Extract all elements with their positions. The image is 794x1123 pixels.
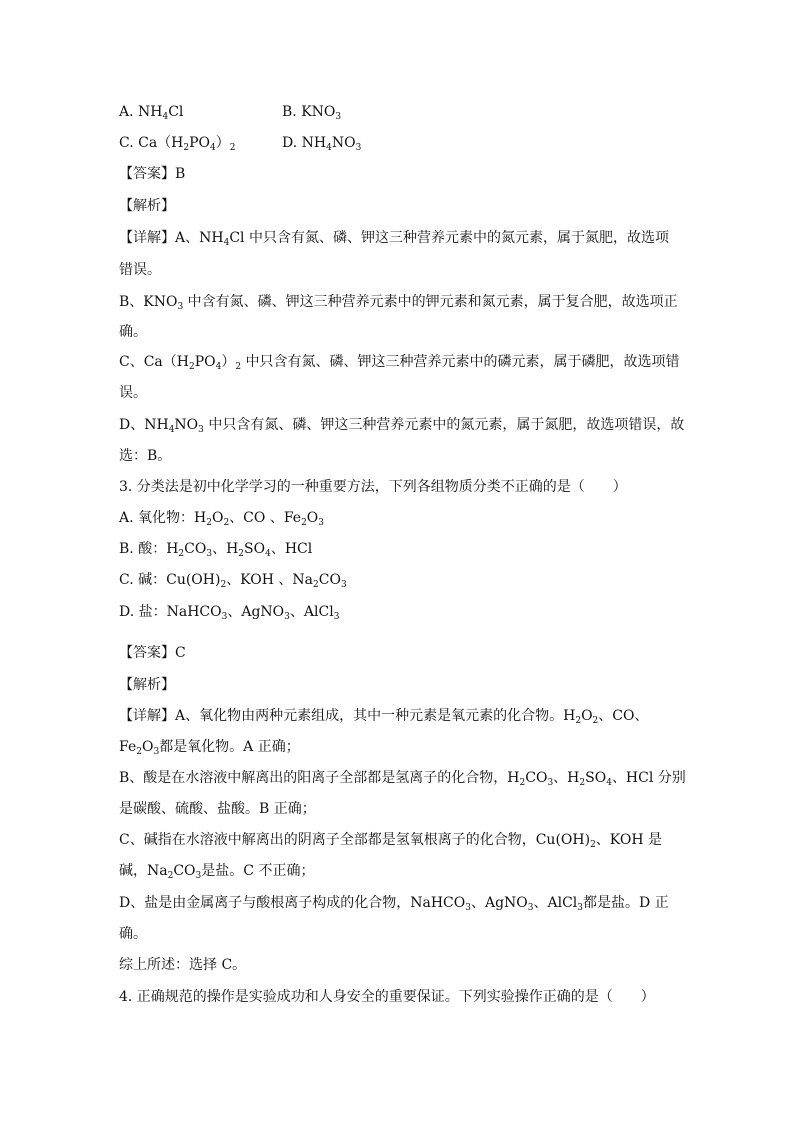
q2-detail-line: D、$NH_4NO_3$ 中只含有氮、磷、钾这三种营养元素中的氮元素，属于氮肥，故选项错误，故 xyxy=(119,417,685,435)
q3-detail-line: 确。 xyxy=(119,926,147,942)
q2-answer: 【答案】B xyxy=(119,166,186,182)
q2-option-a: A. $NH_4Cl$ xyxy=(119,104,184,122)
q2-detail-line: 错误。 xyxy=(119,262,161,278)
q3-detail-line: $Fe_2O_3$都是氧化物。A 正确； xyxy=(119,739,300,757)
q4-stem: 4. 正确规范的操作是实验成功和人身安全的重要保证。下列实验操作正确的是（ ） xyxy=(119,989,655,1005)
q2-analysis-heading: 【解析】 xyxy=(119,198,175,214)
q2-option-c: C. $Ca(H_2PO_4)_2$ xyxy=(119,135,236,153)
q3-stem: 3. 分类法是初中化学学习的一种重要方法，下列各组物质分类不正确的是（ ） xyxy=(119,479,627,495)
q2-option-d: D. $NH_4NO_3$ xyxy=(282,135,362,153)
q3-answer: 【答案】C xyxy=(119,645,186,661)
q2-detail-line: 【详解】A、$NH_4Cl$ 中只含有氮、磷、钾这三种营养元素中的氮元素，属于氮肥，故选项 xyxy=(119,230,669,248)
q3-option-d: D. 盐：NaHCO$_3$、AgNO$_3$、AlCl$_3$ xyxy=(119,604,340,622)
q2-detail-line: 确。 xyxy=(119,324,147,340)
q2-detail-line: B、$KNO_3$ 中含有氮、磷、钾这三种营养元素中的钾元素和氮元素，属于复合肥，故选项正 xyxy=(119,294,678,312)
q3-detail-line: B、酸是在水溶液中解离出的阳离子全部都是氢离子的化合物，$H_2CO_3$、$H_2SO_4$、HCl 分别 xyxy=(119,770,686,788)
q3-option-b: B. 酸：$H_2CO_3$、$H_2SO_4$、HCl xyxy=(119,541,313,559)
q2-detail-line: 选：B。 xyxy=(119,448,172,464)
q2-option-b: B. $KNO_3$ xyxy=(282,104,342,122)
q3-analysis-heading: 【解析】 xyxy=(119,677,175,693)
q3-detail-line: 【详解】A、氧化物由两种元素组成，其中一种元素是氧元素的化合物。$H_2O_2$、CO、 xyxy=(119,708,649,726)
q3-option-a: A. 氧化物：$H_2O_2$、CO 、$Fe_2O_3$ xyxy=(119,510,325,528)
q3-detail-line: 碱，$Na_2CO_3$是盐。C 不正确； xyxy=(119,863,315,881)
q3-detail-line: 是碳酸、硫酸、盐酸。B 正确； xyxy=(119,801,316,817)
q2-detail-line: C、$Ca(H_2PO_4)_2$ 中只含有氮、磷、钾这三种营养元素中的磷元素，属于磷肥，故选项错 xyxy=(119,354,680,372)
q3-option-c: C. 碱：$Cu(OH)_2$、KOH 、$Na_2CO_3$ xyxy=(119,572,347,590)
q2-detail-line: 误。 xyxy=(119,385,147,401)
q3-summary: 综上所述：选择 C。 xyxy=(119,957,247,973)
q3-detail-line: C、碱指在水溶液中解离出的阴离子全部都是氢氧根离子的化合物，$Cu(OH)_2$、KOH 是 xyxy=(119,832,663,850)
q3-detail-line: D、盐是由金属离子与酸根离子构成的化合物，NaHCO$_3$、AgNO$_3$、AlCl$_3$都是盐。D 正 xyxy=(119,895,669,913)
